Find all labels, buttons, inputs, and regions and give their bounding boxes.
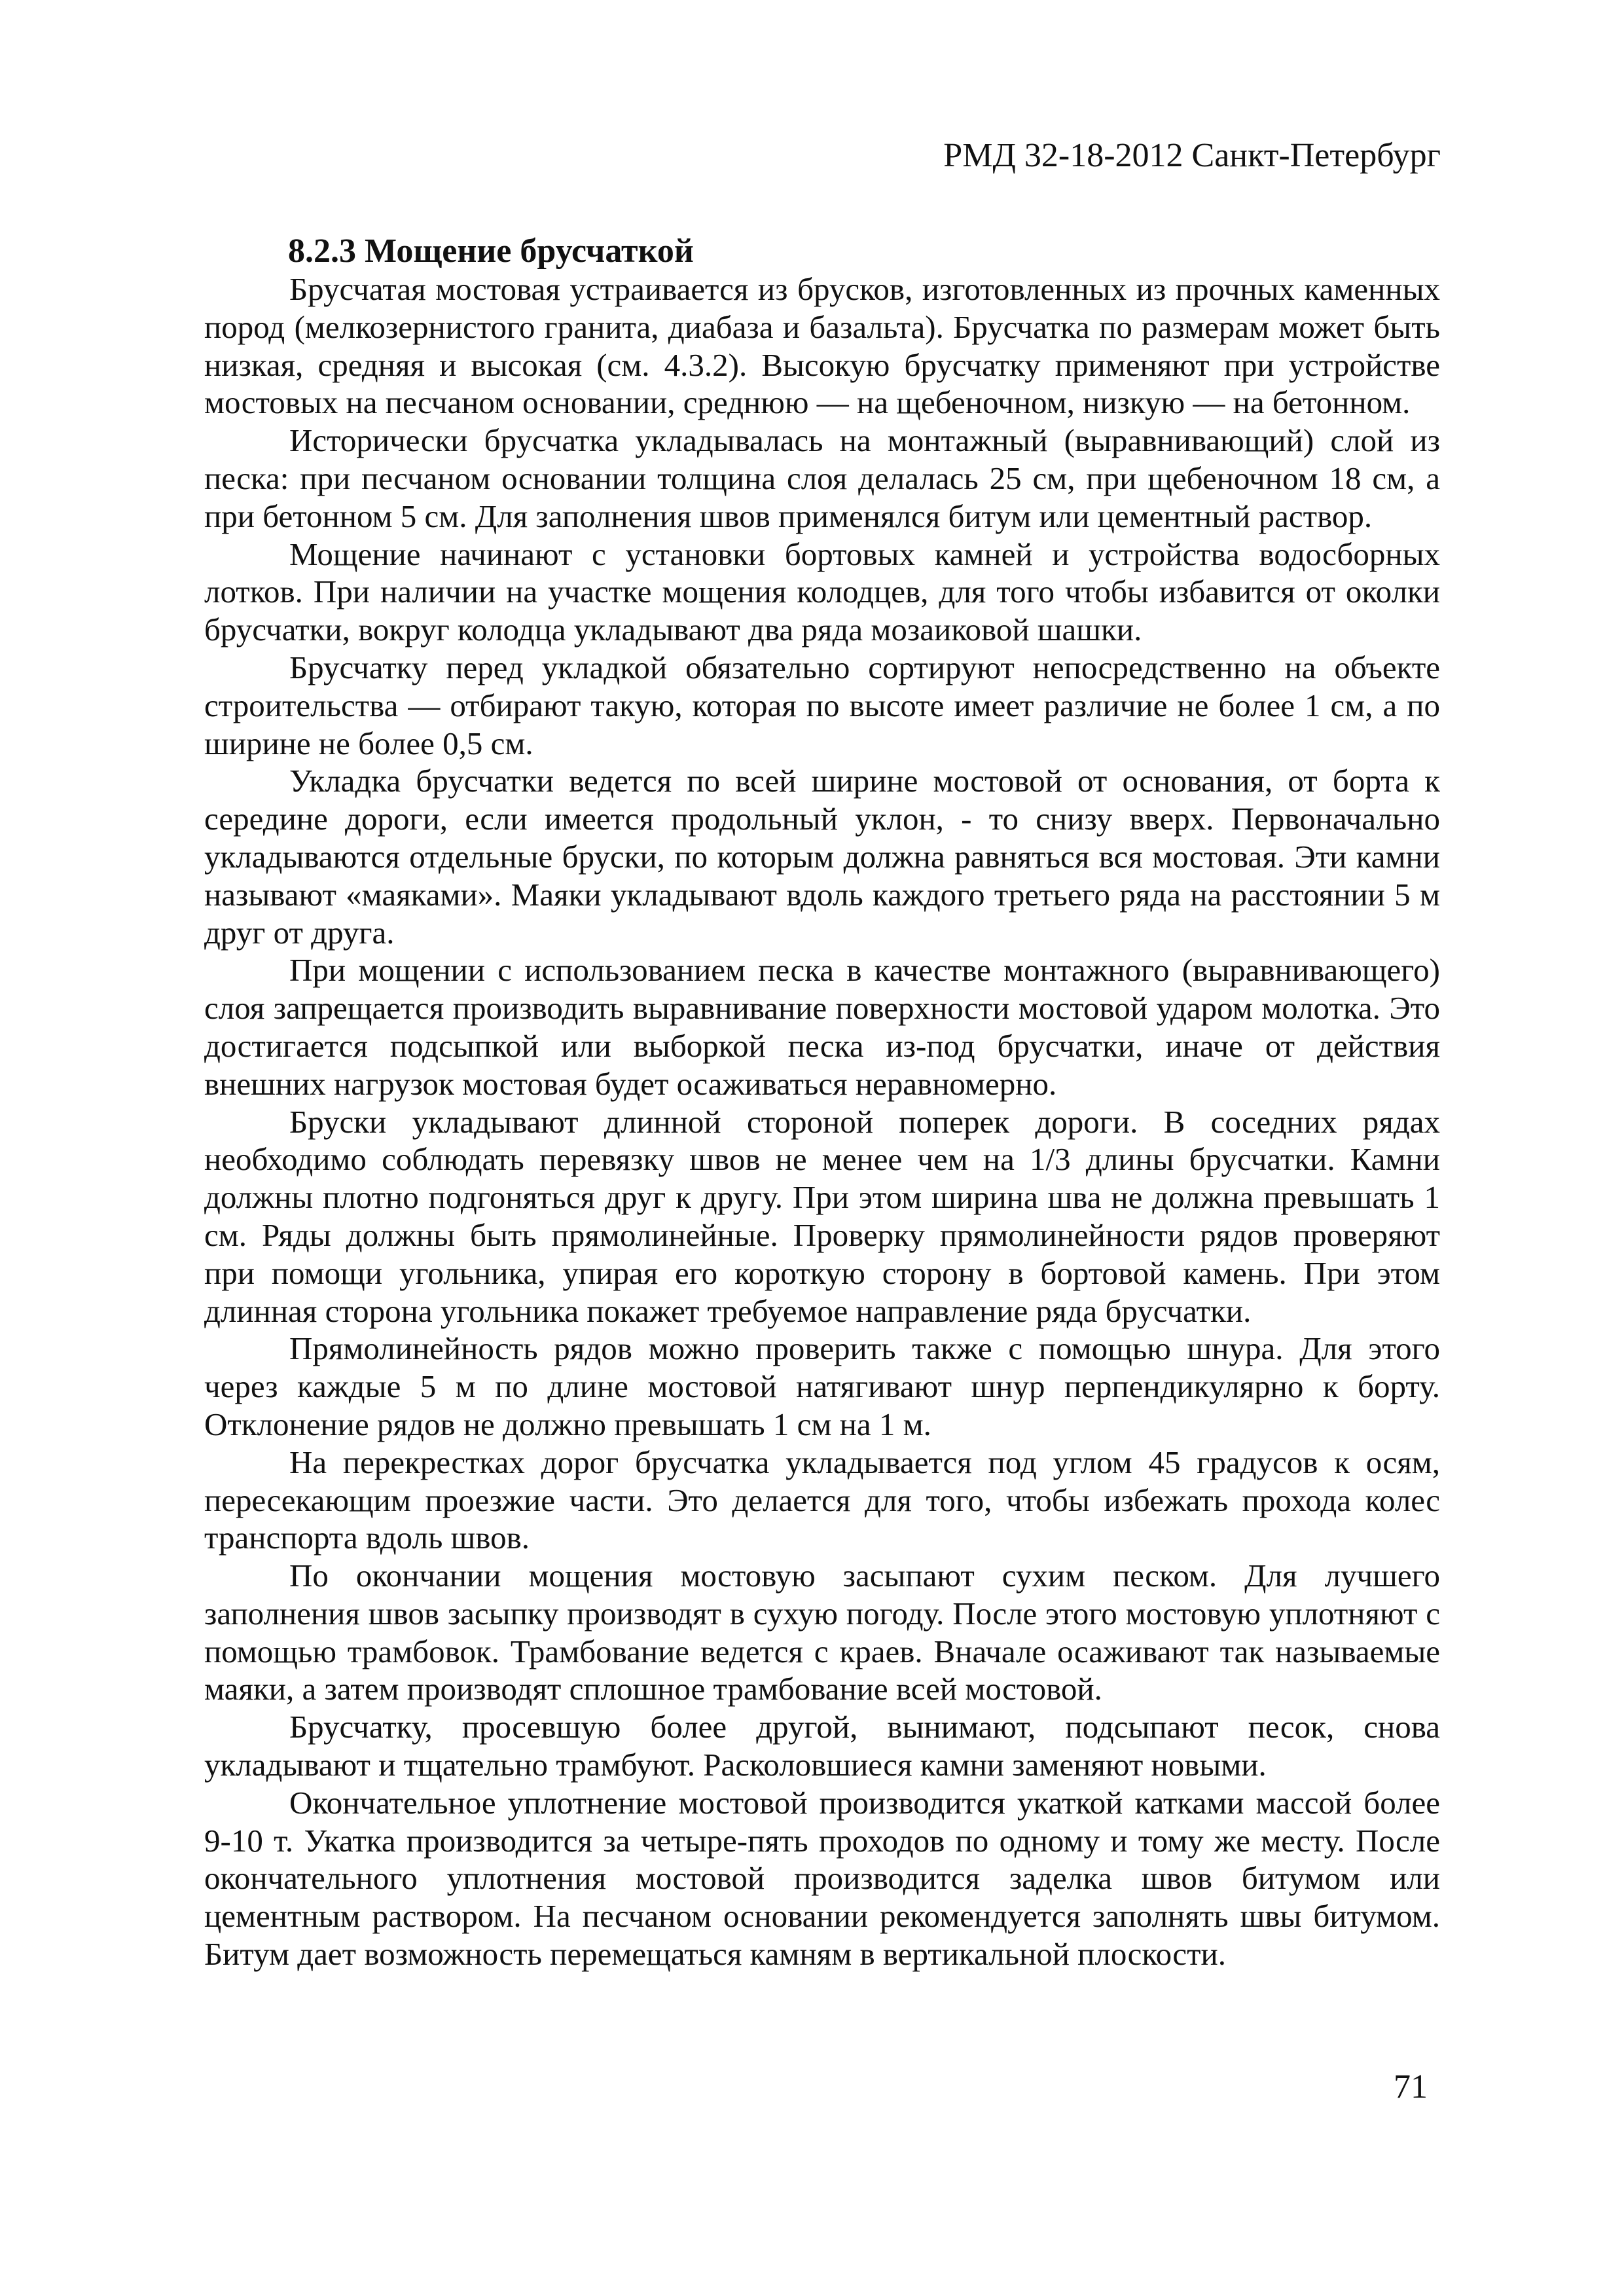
page-number: 71 [1394,2068,1428,2105]
paragraph-2: Исторически брусчатка укладывалась на монтажный (выравнивающий) слой из песка: при песчаном основании толщина слоя делалась 25 см, при щебеночном 18 см, а при бетонном 5 см. Для заполнения швов применялся битум или цементный раствор. [204,422,1440,534]
paragraph-5: Укладка брусчатки ведется по всей ширине мостовой от основания, от борта к середине дороги, если имеется продольный уклон, - то снизу вверх. Первоначально укладываются отдельные бруски, по которым должна равняться вся мостовая. Эти камни называют «маяками». Маяки укладывают вдоль каждого третьего ряда на расстоянии 5 м друг от друга. [204,763,1440,951]
paragraph-6: При мощении с использованием песка в качестве монтажного (выравнивающего) слоя запрещается производить выравнивание поверхности мостовой ударом молотка. Это достигается подсыпкой или выборкой песка из-под брусчатки, иначе от действия внешних нагрузок мостовая будет осаживаться неравномерно. [204,952,1440,1102]
paragraph-7: Бруски укладывают длинной стороной поперек дороги. В соседних рядах необходимо соблюдать перевязку швов не менее чем на 1/3 длины брусчатки. Камни должны плотно подгоняться друг к другу. При этом ширина шва не должна превышать 1 см. Ряды должны быть прямолинейные. Проверку прямолинейности рядов проверяют при помощи угольника, упирая его короткую сторону в бортовой камень. При этом длинная сторона угольника покажет требуемое направление ряда брусчатки. [204,1103,1440,1329]
paragraph-12: Окончательное уплотнение мостовой производится укаткой катками массой более 9-10 т. Укатка производится за четыре-пять проходов по одному и тому же месту. После окончательного уплотнения мостовой производится заделка швов битумом или цементным раствором. На песчаном основании рекомендуется заполнять швы битумом. Битум дает возможность перемещаться камням в вертикальной плоскости. [204,1784,1440,1973]
paragraph-10: По окончании мощения мостовую засыпают сухим песком. Для лучшего заполнения швов засыпку производят в сухую погоду. После этого мостовую уплотняют с помощью трамбовок. Трамбование ведется с краев. Вначале осаживают так называемые маяки, а затем производят сплошное трамбование всей мостовой. [204,1558,1440,1707]
paragraph-3: Мощение начинают с установки бортовых камней и устройства водосборных лотков. При наличии на участке мощения колодцев, для того чтобы избавится от околки брусчатки, вокруг колодца укладывают два ряда мозаиковой шашки. [204,536,1440,648]
page-body [204,232,1440,1973]
paragraph-9: На перекрестках дорог брусчатка укладывается под углом 45 градусов к осям, пересекающим проезжие части. Это делается для того, чтобы избежать прохода колес транспорта вдоль швов. [204,1444,1440,1556]
paragraph-8: Прямолинейность рядов можно проверить также с помощью шнура. Для этого через каждые 5 м по длине мостовой натягивают шнур перпендикулярно к борту. Отклонение рядов не должно превышать 1 см на 1 м. [204,1330,1440,1442]
section-title: 8.2.3 Мощение брусчаткой [288,232,694,270]
paragraph-1: Брусчатая мостовая устраивается из брусков, изготовленных из прочных каменных пород (мелкозернистого гранита, диабаза и базальта). Брусчатка по размерам может быть низкая, средняя и высокая (см. 4.3.2). Высокую брусчатку применяют при устройстве мостовых на песчаном основании, среднюю — на щебеночном, низкую — на бетонном. [204,271,1440,421]
running-header: РМД 32-18-2012 Санкт-Петербург [943,137,1441,174]
paragraph-11: Брусчатку, просевшую более другой, вынимают, подсыпают песок, снова укладывают и тщательно трамбуют. Расколовшиеся камни заменяют новыми. [204,1709,1440,1783]
paragraph-4: Брусчатку перед укладкой обязательно сортируют непосредственно на объекте строительства — отбирают такую, которая по высоте имеет различие не более 1 см, а по ширине не более 0,5 см. [204,649,1440,761]
